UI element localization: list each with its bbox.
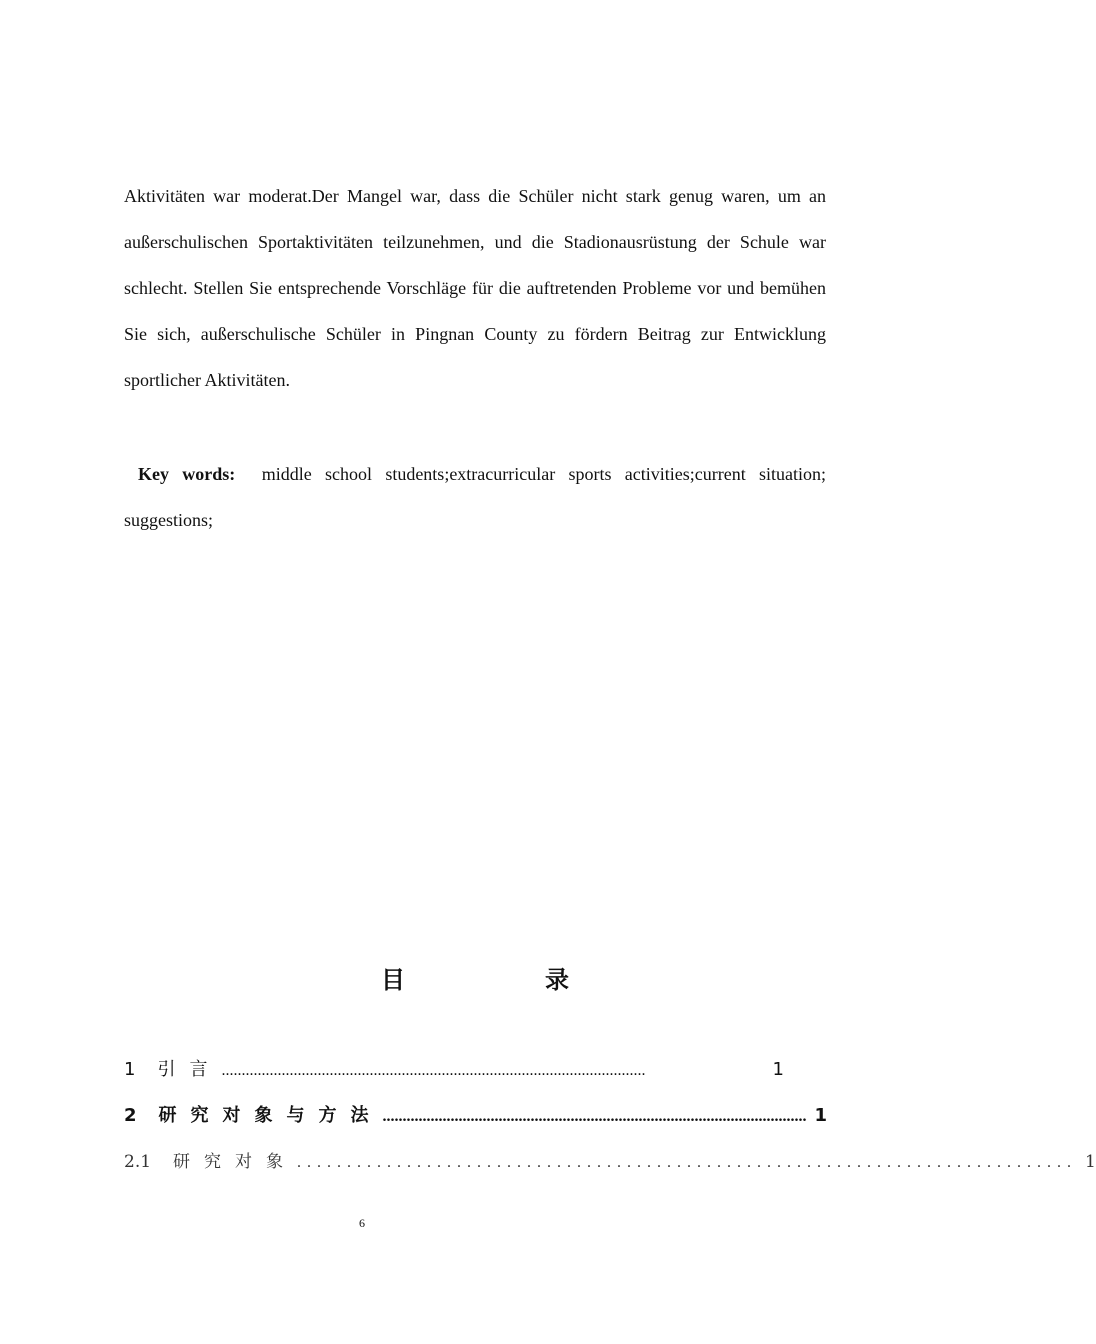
page-number: 6 — [359, 1216, 365, 1230]
toc-entry-number: 1 — [124, 1059, 136, 1080]
abstract-paragraph: Aktivitäten war moderat.Der Mangel war, dass die Schüler nicht stark genug waren, um an außerschulischen Sportaktivitäten teilzunehmen, und die Stadionausrüstung der Schule war schlecht. Stellen Sie entsprechende Vorschläge für die auftretenden Probleme vor und bemühen Sie sich, außerschulische Schüler in Pingnan County zu fördern Beitrag zur Entwicklung sportlicher Aktivitäten. — [124, 186, 826, 390]
abstract-text-block — [124, 173, 826, 403]
toc-entry-number: 2 — [124, 1105, 137, 1126]
toc-entry-label: 研究对象 — [173, 1152, 298, 1172]
toc-entry-label: 研究对象与方法 — [158, 1105, 383, 1126]
keywords-paragraph — [124, 451, 826, 543]
toc-entry[interactable] — [124, 1101, 828, 1147]
toc-leader-dots: .......................................................................................................... — [382, 1108, 807, 1125]
toc-entry-page: 1 — [772, 1059, 784, 1080]
toc-entry-page: 1 — [814, 1105, 828, 1126]
table-of-contents — [124, 1055, 1096, 1193]
toc-entry-number: 2.1 — [124, 1152, 152, 1172]
toc-title — [0, 960, 950, 995]
keywords-block — [124, 451, 826, 543]
toc-leader-dots: .............................................................................. — [297, 1154, 1078, 1171]
toc-title-right: 录 — [545, 966, 639, 994]
keywords-separator: : — [229, 464, 236, 484]
toc-entry-page: 1 — [1085, 1152, 1096, 1172]
keywords-label: Key words — [138, 464, 230, 484]
toc-entry[interactable] — [124, 1147, 1096, 1193]
toc-entry-label: 引言 — [157, 1059, 222, 1080]
keywords-text: middle school students;extracurricular sports activities;current situation; suggestions; — [124, 464, 826, 530]
toc-title-left: 目 — [381, 966, 475, 994]
toc-leader-dots: .......................................................................................................... — [221, 1062, 646, 1079]
toc-entry[interactable] — [124, 1055, 784, 1101]
